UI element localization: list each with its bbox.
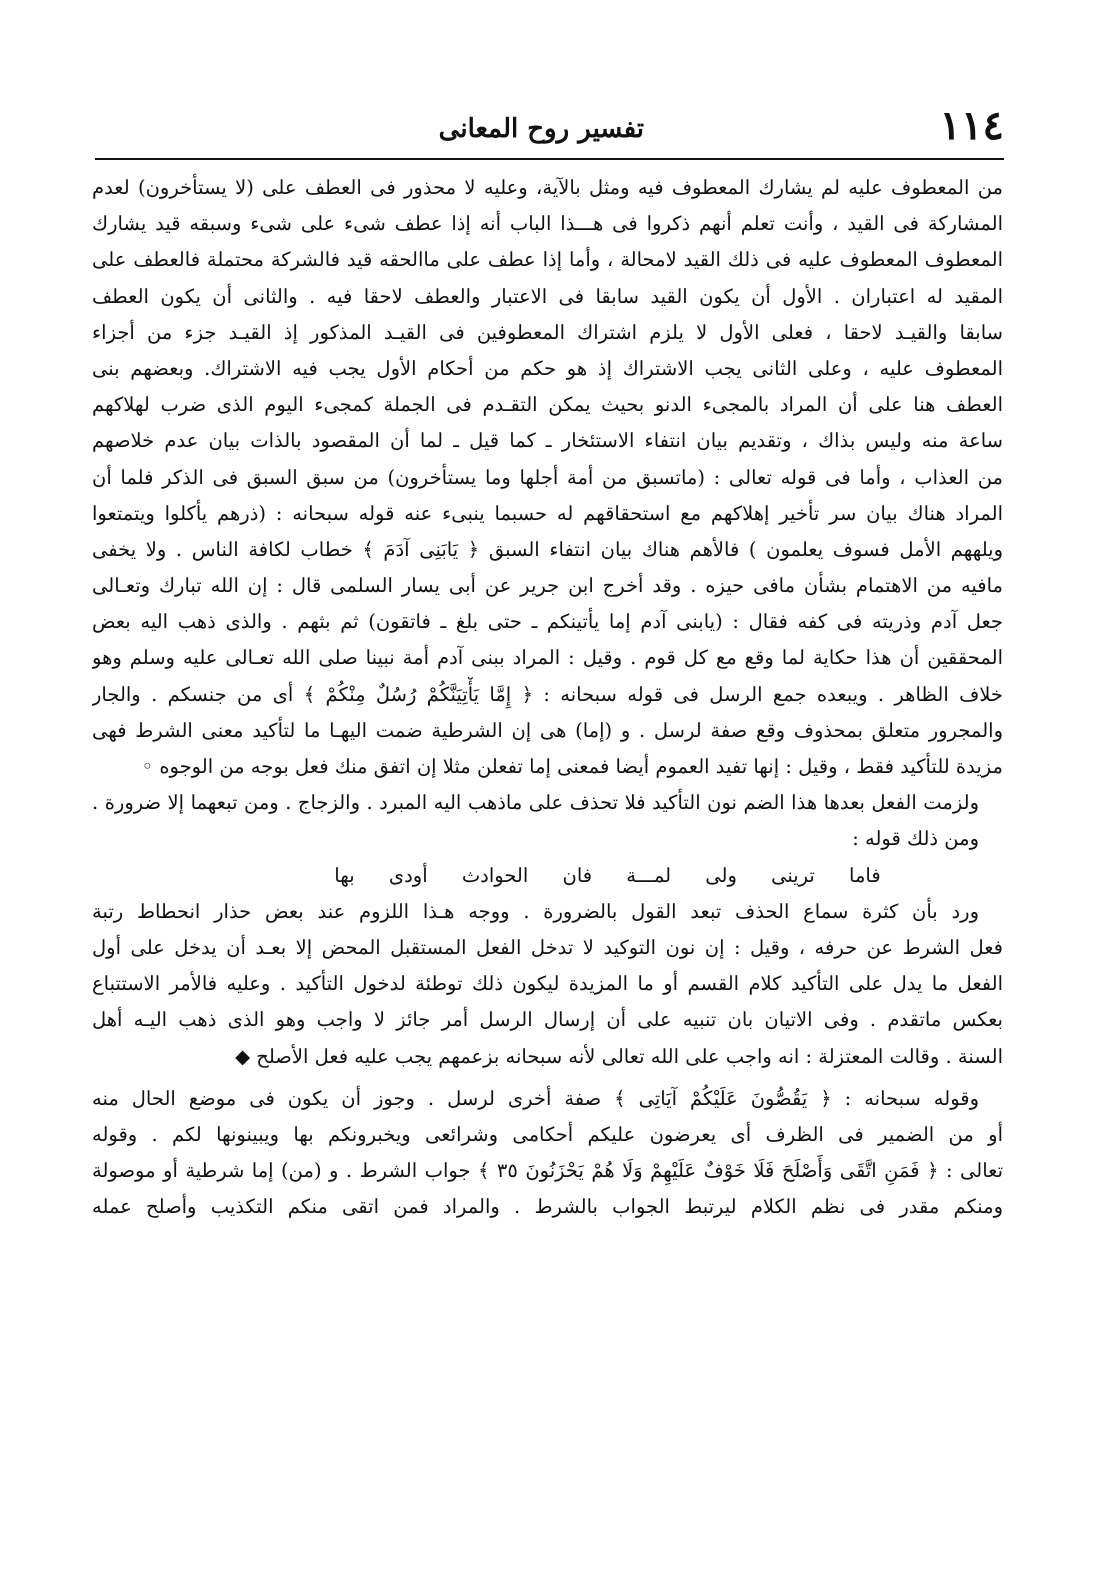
text-line: من المعطوف عليه لم يشارك المعطوف فيه ومثل بالآية، وعليه لا محذور فى العطف على (لا يستأخرون) لعدم — [92, 176, 1003, 199]
text-line: مزيدة للتأكيد فقط ، وقيل : إنها تفيد العموم أيضا فمعنى إما تفعلن مثلا إن اتفق منك فعل بوجه من الوجوه ◦ — [141, 755, 1003, 778]
text-line: وقوله سبحانه : ﴿ يَقُصُّونَ عَلَيْكُمْ آيَاتِى ﴾ صفة أخرى لرسل . وجوز أن يكون فى موضع الحال منه — [92, 1086, 979, 1110]
text-line: ساعة منه وليس بذاك ، وتقديم بيان انتفاء الاستئخار ـ كما قيل ـ لما أن المقصود بالذات بيان عدم خلاصهم — [92, 429, 1003, 453]
text-line: من العذاب ، وأما فى قوله تعالى : (ماتسبق من أمة أجلها وما يستأخرون) من سبق السبق فى الذكر فلما أن — [92, 465, 1003, 489]
page-number: ١١٤ — [939, 102, 1004, 149]
text-line: فاما ترينى ولى لمـــة فان الحوادث أودى بها — [334, 863, 881, 887]
text-line: والمجرور متعلق بمحذوف وقع صفة لرسل . و (إما) هى إن الشرطية ضمت اليهـا ما لتأكيد معنى الشرط فهى — [92, 718, 1003, 742]
text-line: تعالى : ﴿ فَمَنِ اتَّقَى وَأَصْلَحَ فَلَا خَوْفٌ عَلَيْهِمْ وَلَا هُمْ يَحْزَنُونَ ٣٥ ﴾ جواب الشرط . و (من) إما شرطية أو موصولة — [92, 1159, 1003, 1183]
text-line: المقيد له اعتباران . الأول أن يكون القيد سابقا فى الاعتبار والعطف لاحقا فيه . والثانى أن يكون العطف — [92, 284, 1003, 308]
text-line: مافيه من الاهتمام بشأن مافى حيزه . وقد أخرج ابن جرير عن أبى يسار السلمى قال : إن الله تبارك وتعـالى — [92, 574, 1003, 598]
text-line: المعطوف عليه ، وعلى الثانى يجب الاشتراك إذ هو حكم من أحكام الأول يجب فيه الاشتراك. وبعضهم بنى — [92, 356, 1003, 380]
text-line: ويلههم الأمل فسوف يعلمون ) فالأهم هناك بيان انتفاء السبق ﴿ يَابَنِى آدَمَ ﴾ خطاب لكافة الناس . ولا يخفى — [92, 537, 1003, 561]
text-line: الفعل ما يدل على التأكيد كلام القسم أو ما المزيدة ليكون ذلك توطئة لدخول التأكيد . وعليه فالأمر الاستتباع — [92, 972, 1003, 996]
text-line: ومن ذلك قوله : — [852, 827, 979, 851]
text-line: المحققين أن هذا حكاية لما وقع مع كل قوم . وقيل : المراد ببنى آدم أمة نبينا صلى الله تعـالى عليه وسلم وهو — [92, 646, 1003, 670]
page-header — [95, 98, 1004, 158]
text-line: جعل آدم وذريته فى كفه فقال : (يابنى آدم إما يأتينكم ـ حتى بلغ ـ فاتقون) ثم بثهم . والذى ذهب اليه بعض — [92, 610, 1003, 634]
text-line: ومنكم مقدر فى نظم الكلام ليرتبط الجواب بالشرط . والمراد فمن اتقى منكم التكذيب وأصلح عمله — [92, 1195, 1003, 1219]
text-line: المراد هناك بيان سر تأخير إهلاكهم مع استحقاقهم له حسبما ينبىء عنه قوله سبحانه : (ذرهم يأكلوا ويتمتعوا — [92, 501, 1003, 525]
text-line: السنة . وقالت المعتزلة : انه واجب على الله تعالى لأنه سبحانه بزعمهم يجب عليه فعل الأصلح ◆ — [235, 1044, 1003, 1068]
header-rule — [95, 158, 1004, 160]
text-line: ولزمت الفعل بعدها هذا الضم نون التأكيد فلا تحذف على ماذهب اليه المبرد . والزجاج . ومن تبعهما إلا ضرورة . — [92, 791, 979, 815]
text-line: فعل الشرط عن حرفه ، وقيل : إن نون التوكيد لا تدخل الفعل المستقبل المحض إلا بعـد أن يدخل على أول — [92, 935, 1003, 959]
text-line: أو من الضمير فى الظرف أى يعرضون عليكم أحكامى وشرائعى ويخبرونكم بها ويبينونها لكم . وقوله — [92, 1122, 1003, 1146]
text-line: ورد بأن كثرة سماع الحذف تبعد القول بالضرورة . ووجه هـذا اللزوم عند بعض حذار انحطاط رتبة — [92, 899, 979, 923]
text-line: العطف هنا على أن المراد بالمجىء الدنو بحيث يمكن التقـدم فى الجملة كمجىء اليوم الذى ضرب لهلاكهم — [92, 393, 1003, 417]
running-title: تفسير روح المعانى — [438, 114, 644, 144]
text-line: سابقا والقيـد لاحقا ، فعلى الأول لا يلزم اشتراك المعطوفين فى القيـد المذكور إذ القيـد جزء من أجزاء — [92, 320, 1003, 344]
body-text — [92, 170, 1003, 1225]
text-line: خلاف الظاهر . ويبعده جمع الرسل فى قوله سبحانه : ﴿ إِمَّا يَأْتِيَنَّكُمْ رُسُلٌ مِنْكُمْ ﴾ أى من جنسكم . والجار — [92, 682, 1003, 706]
text-line: المعطوف المعطوف عليه فى ذلك القيد لامحالة ، وأما إذا عطف على ماالحقه قيد فالشركة محتملة فالعطف على — [92, 248, 1003, 272]
text-line: المشاركة فى القيد ، وأنت تعلم أنهم ذكروا فى هـــذا الباب أنه إذا عطف شىء على شىء وسبقه قيد يشارك — [92, 212, 1003, 236]
text-line: بعكس ماتقدم . وفى الاتيان بان تنبيه على أن إرسال الرسل أمر جائز لا واجب وهو الذى ذهب اليـه أهل — [92, 1008, 1003, 1032]
